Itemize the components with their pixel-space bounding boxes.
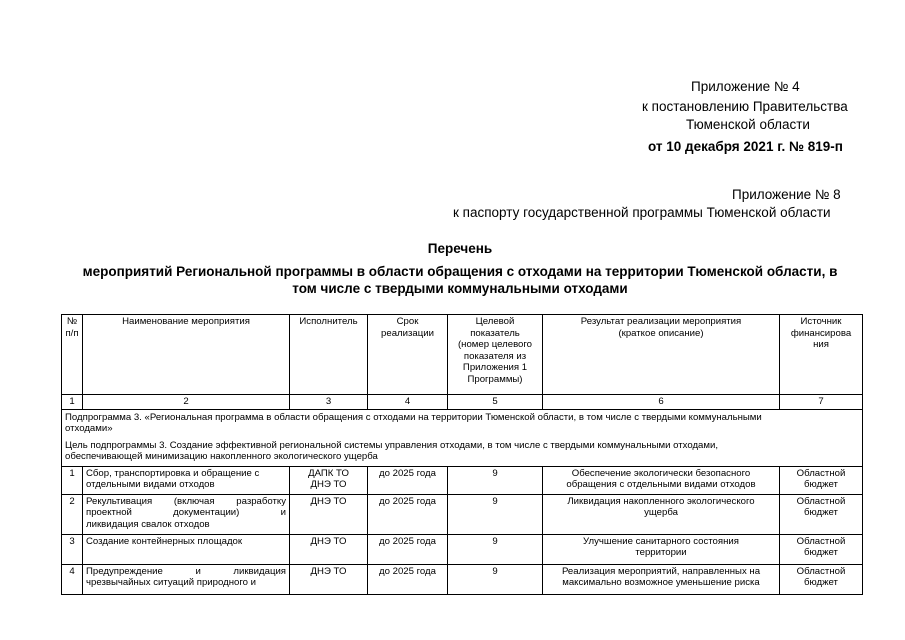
executor: ДНЭ ТО [290, 564, 368, 594]
header-measure-name: Наименование мероприятия [83, 315, 290, 395]
column-number: 1 [62, 395, 83, 410]
table-row [62, 494, 863, 534]
document-subtitle-line-1: мероприятий Региональной программы в области обращения с отходами на территории Тюменской области, в [82, 264, 838, 279]
target-indicator: 9 [448, 534, 543, 564]
header-number: № п/п [62, 315, 83, 395]
result-description: Реализация мероприятий, направленных на максимально возможное уменьшение риска [543, 564, 780, 594]
funding-source: Областной бюджет [780, 494, 863, 534]
resolution-date-number: от 10 декабря 2021 г. № 819-п [648, 139, 843, 154]
header-result: Результат реализации мероприятия (краткое описание) [543, 315, 780, 395]
result-description: Обеспечение экологически безопасного обращения с отдельными видами отходов [543, 466, 780, 494]
executor: ДНЭ ТО [290, 494, 368, 534]
table-row [62, 564, 863, 594]
subprogram-title: Подпрограмма 3. «Региональная программа в области обращения с отходами на территории Тюменской области, в том числе с твердыми коммунальными [65, 411, 762, 423]
row-number: 3 [62, 534, 83, 564]
document-title: Перечень [427, 241, 493, 256]
appendix-8-label: Приложение № 8 [732, 187, 841, 202]
funding-source: Областной бюджет [780, 534, 863, 564]
table-row [62, 534, 863, 564]
header-executor: Исполнитель [290, 315, 368, 395]
passport-label: к паспорту государственной программы Тюменской области [453, 205, 831, 220]
column-number: 6 [543, 395, 780, 410]
target-indicator: 9 [448, 494, 543, 534]
funding-source: Областной бюджет [780, 564, 863, 594]
subprogram-cell [62, 409, 863, 466]
measures-table [61, 314, 863, 595]
funding-source: Областной бюджет [780, 466, 863, 494]
row-number: 1 [62, 466, 83, 494]
subprogram-goal: Цель подпрограммы 3. Создание эффективной региональной системы управления отходами, в том числе с твердыми коммунальными отходами, [65, 439, 719, 451]
term: до 2025 года [368, 534, 448, 564]
table-header-row [62, 315, 863, 395]
term: до 2025 года [368, 494, 448, 534]
subprogram-row [62, 409, 863, 466]
header-term: Срок реализации [368, 315, 448, 395]
subprogram-goal-cont: обеспечивающей минимизацию накопленного экологического ущерба [65, 451, 378, 462]
row-number: 4 [62, 564, 83, 594]
row-number: 2 [62, 494, 83, 534]
result-description: Ликвидация накопленного экологического ущерба [543, 494, 780, 534]
executor: ДАПК ТО ДНЭ ТО [290, 466, 368, 494]
column-number: 3 [290, 395, 368, 410]
target-indicator: 9 [448, 564, 543, 594]
column-number: 4 [368, 395, 448, 410]
column-numbers-row [62, 395, 863, 410]
header-target-indicator: Целевой показатель (номер целевого показателя из Приложения 1 Программы) [448, 315, 543, 395]
resolution-label: к постановлению Правительства [642, 99, 848, 114]
measure-name: Сбор, транспортировка и обращение с отдельными видами отходов [83, 466, 290, 494]
measure-name: Создание контейнерных площадок [83, 534, 290, 564]
header-funding-source: Источник финансирова ния [780, 315, 863, 395]
term: до 2025 года [368, 564, 448, 594]
region-label: Тюменской области [686, 117, 810, 132]
term: до 2025 года [368, 466, 448, 494]
subprogram-title-cont: отходами» [65, 423, 113, 434]
appendix-4-label: Приложение № 4 [691, 79, 800, 94]
result-description: Улучшение санитарного состояния территории [543, 534, 780, 564]
target-indicator: 9 [448, 466, 543, 494]
column-number: 2 [83, 395, 290, 410]
table-row [62, 466, 863, 494]
column-number: 7 [780, 395, 863, 410]
executor: ДНЭ ТО [290, 534, 368, 564]
document-subtitle-line-2: том числе с твердыми коммунальными отходами [292, 281, 628, 296]
column-number: 5 [448, 395, 543, 410]
measure-name: Рекультивация (включая разработку проектной документации) и ликвидация свалок отходов [83, 494, 290, 534]
measure-name: Предупреждение и ликвидация чрезвычайных ситуаций природного и [83, 564, 290, 594]
